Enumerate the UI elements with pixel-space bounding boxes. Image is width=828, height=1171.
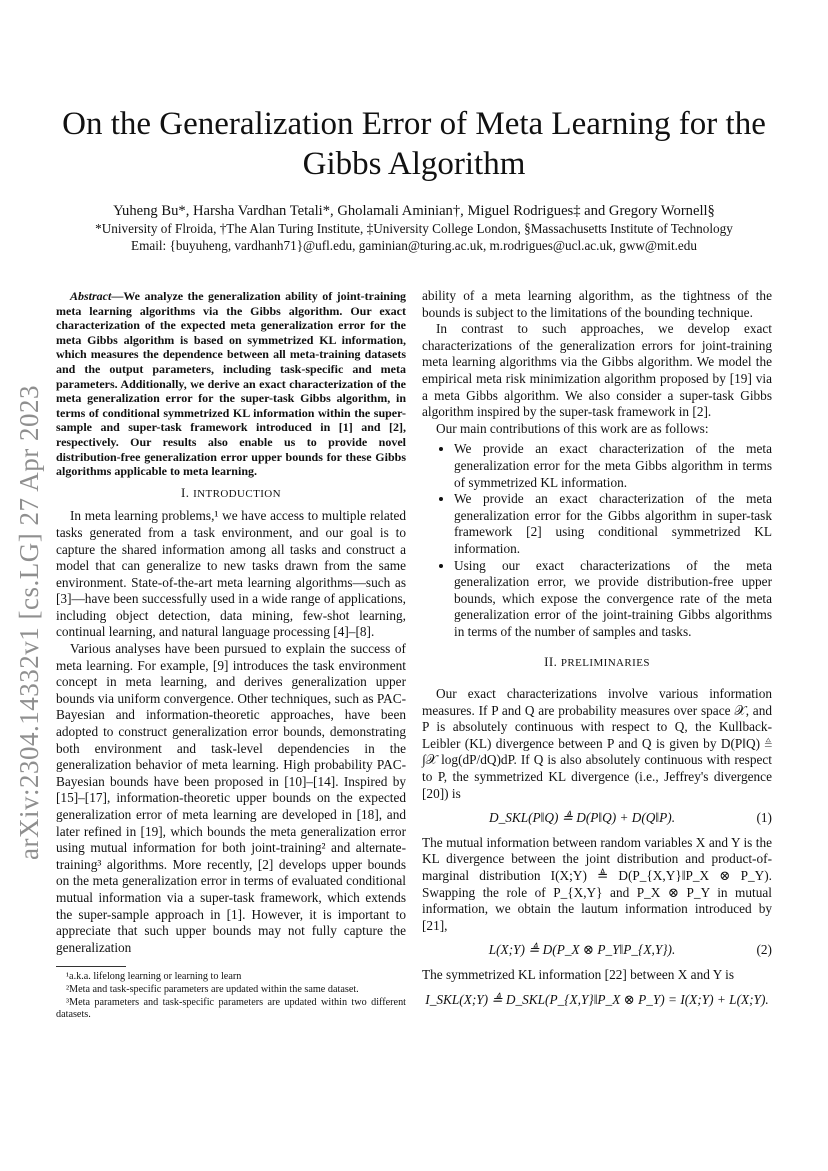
right-column	[422, 288, 772, 1016]
abstract-text: —We analyze the generalization ability of joint-training meta learning algorithms via the Gibbs algorithm. Our exact characterization of the expected meta generalization error for the meta Gibbs algorithm is based on symmetrized KL information, which measures the dependence between all meta-training datasets and the output parameters, including task-specific and meta parameters. Additionally, we derive an exact characterization of the meta generalization error for the super-task Gibbs algorithm, in terms of conditional symmetrized KL information within the super-sample and super-task framework introduced in [1] and [2], respectively. Our results also enable us to provide novel distribution-free generalization error upper bounds for these Gibbs algorithms applicable to meta learning.	[56, 289, 406, 479]
equation-number: (1)	[756, 810, 772, 826]
equation-2	[422, 942, 772, 959]
contributions-intro: Our main contributions of this work are as follows:	[436, 420, 709, 436]
section-heading-introduction	[56, 485, 406, 503]
equation-1	[422, 810, 772, 827]
contributions-list	[422, 441, 772, 640]
mutual-information-paragraph: The mutual information between random variables X and Y is the KL divergence between the joint distribution and product-of-marginal distribution I(X;Y) ≜ D(P_{X,Y}‖P_X ⊗ P_Y). Swapping the role of P_{X,Y} and P_X ⊗ P_Y in mutual information, we obtain the lautum information introduced by [21],	[422, 834, 772, 933]
author-emails: Email: {buyuheng, vardhanh71}@ufl.edu, gaminian@turing.ac.uk, m.rodrigues@ucl.ac.uk, gww@mit.edu	[131, 238, 697, 253]
equation-body: D_SKL(P‖Q) ≜ D(P‖Q) + D(Q‖P).	[488, 810, 676, 826]
intro-paragraph-contrast: In contrast to such approaches, we develop exact characterizations of the generalization errors for joint-training meta learning algorithms via the Gibbs algorithm. We model the empirical meta risk minimization algorithm proposed by [19] via a meta Gibbs algorithm. We also consider a super-task Gibbs algorithm inspired by the super-task framework in [2].	[422, 321, 772, 420]
equation-body: L(X;Y) ≜ D(P_X ⊗ P_Y‖P_{X,Y}).	[488, 942, 676, 958]
abstract	[56, 289, 406, 479]
section-title: INTRODUCTION	[193, 487, 281, 500]
footnote-2: ²Meta and task-specific parameters are updated within the same dataset.	[66, 984, 359, 996]
footnote-3: ³Meta parameters and task-specific parameters are updated within two different datasets.	[56, 997, 406, 1021]
footnote-divider	[56, 966, 126, 967]
abstract-label: Abstract	[70, 289, 112, 303]
intro-paragraph-continued: ability of a meta learning algorithm, as the tightness of the bounds is subject to the limitations of the bounding technique.	[422, 288, 772, 320]
affiliations: *University of Flroida, †The Alan Turing Institute, ‡University College London, §Massachusetts Institute of Technology	[95, 221, 733, 236]
equation-number: (2)	[756, 942, 772, 958]
list-item: • We provide an exact characterization of the meta generalization error for the meta Gibbs algorithm in terms of symmetrized KL information.	[454, 441, 772, 491]
section-number: I.	[181, 484, 190, 500]
symmetrized-kl-paragraph: The symmetrized KL information [22] between X and Y is	[422, 966, 735, 982]
intro-paragraph-1: In meta learning problems,¹ we have access to multiple related tasks generated from a task environment, and our goal is to capture the shared information among all tasks and construct a model that can generalize to new tasks drawn from the same environment. State-of-the-art meta learning algorithms—such as [3]—have been successfully used in a wide range of applications, including object detection, data mining, few-shot learning, continual learning, and natural language processing [4]–[8].	[56, 508, 406, 640]
footnote-1: ¹a.k.a. lifelong learning or learning to learn	[66, 971, 242, 983]
section-number: II.	[544, 654, 558, 670]
left-column	[56, 289, 406, 1022]
preliminaries-paragraph: Our exact characterizations involve various information measures. If P and Q are probability measures over space 𝒳, and P is absolutely continuous with respect to Q, the Kullback-Leibler (KL) divergence between P and Q is given by D(P‖Q) ≜ ∫𝒳 log(dP/dQ)dP. If Q is also absolutely continuous with respect to P, the symmetrized KL divergence (i.e., Jeffrey's divergence [20]) is	[422, 686, 772, 801]
intro-paragraph-2: Various analyses have been pursued to explain the success of meta learning. For example, [9] introduces the task environment concept in meta learning, and derives generalization upper bounds via uniform convergence. Other techniques, such as PAC-Bayesian and information-theoretic approaches, have been adopted to construct generalization error bounds, demonstrating both environment and task-level dependencies in the generalization behavior of meta learning. High probability PAC-Bayesian bounds have been proposed in [10]–[14]. Inspired by [15]–[17], information-theoretic upper bounds on the expected generalization error of meta learning are developed in [18], and later refined in [19], which bounds the meta generalization error using mutual information for both joint-training² and alternate-training³ algorithms. More recently, [2] develops upper bounds on the meta generalization error in terms of evaluated conditional mutual information via a super-task framework, which extends the super-sample approach in [1]. However, it is important to appreciate that such upper bounds may not fully capture the generalization	[56, 641, 406, 955]
equation-3	[422, 992, 772, 1009]
section-title: PRELIMINARIES	[560, 657, 650, 670]
arxiv-side-stamp	[14, 360, 54, 860]
list-item: • Using our exact characterizations of the meta generalization error, we provide distribution-free upper bounds, which expose the convergence rate of the meta generalization error of the joint-training Gibbs algorithms in terms of the number of samples and tasks.	[454, 558, 772, 641]
section-heading-preliminaries	[422, 654, 772, 672]
equation-body: I_SKL(X;Y) ≜ D_SKL(P_{X,Y}‖P_X ⊗ P_Y) = I(X;Y) + L(X;Y).	[425, 991, 769, 1007]
author-list: Yuheng Bu*, Harsha Vardhan Tetali*, Gholamali Aminian†, Miguel Rodrigues‡ and Gregory Wornell§	[113, 203, 715, 219]
arxiv-identifier: arXiv:2304.14332v1 [cs.LG] 27 Apr 2023	[14, 385, 44, 860]
list-item: • We provide an exact characterization of the meta generalization error for the Gibbs algorithm in super-task framework [2] using conditional symmetrized KL information.	[454, 491, 772, 557]
paper-title: On the Generalization Error of Meta Learning for the Gibbs Algorithm	[62, 106, 766, 182]
